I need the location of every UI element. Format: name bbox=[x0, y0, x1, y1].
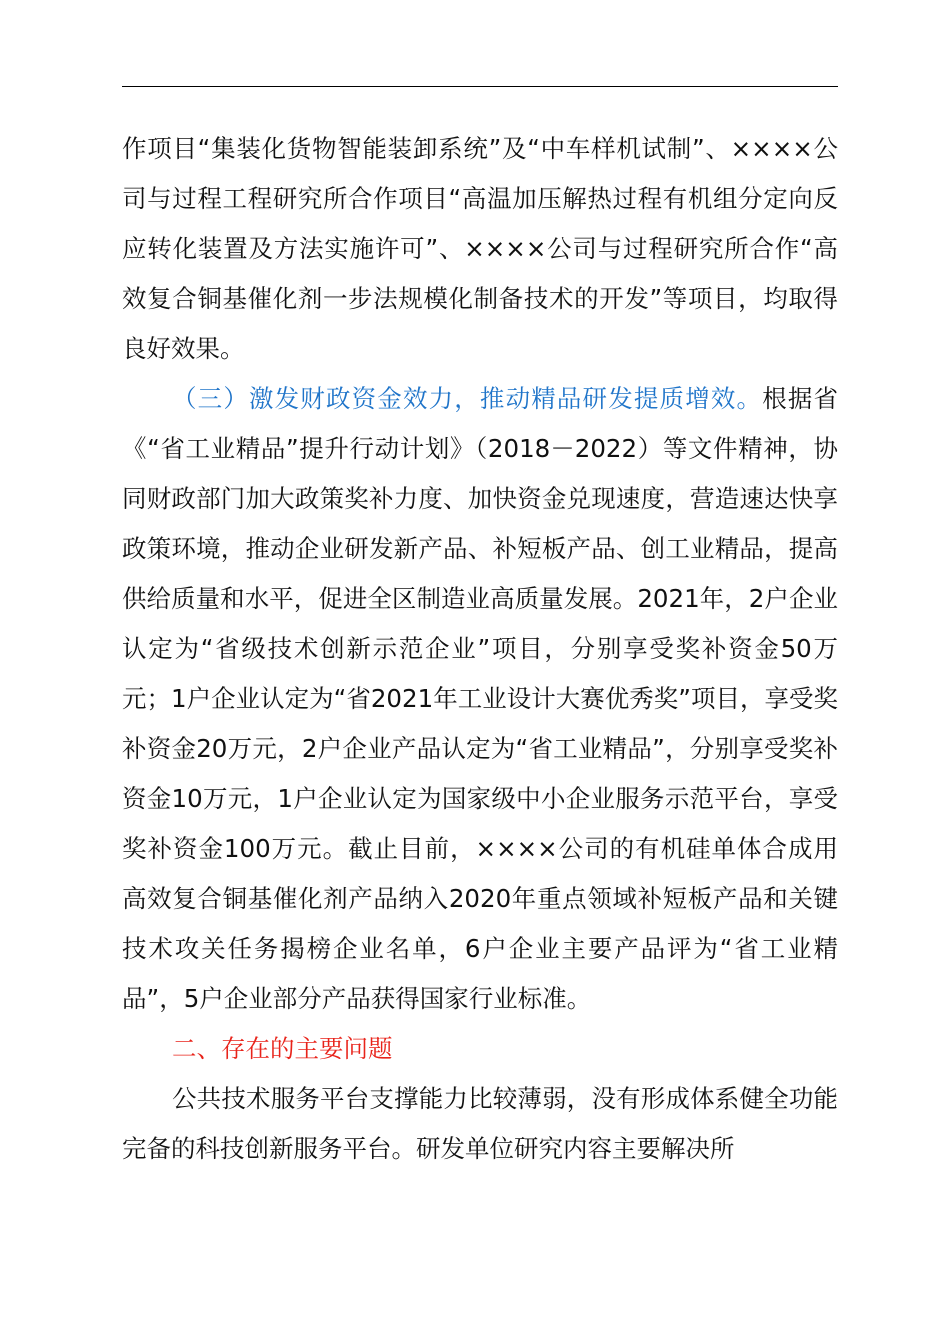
part-2-heading: 二、存在的主要问题 bbox=[172, 1034, 393, 1063]
section-3-paragraph bbox=[122, 374, 838, 1024]
continued-paragraph: 作项目“集装化货物智能装卸系统”及“中车样机试制”、××××公司与过程工程研究所合作项目“高温加压解热过程有机组分定向反应转化装置及方法实施许可”、××××公司与过程研究所合作“高效复合铜基催化剂一步法规模化制备技术的开发”等项目，均取得良好效果。 bbox=[122, 134, 838, 363]
part-2-paragraph: 公共技术服务平台支撑能力比较薄弱，没有形成体系健全功能完备的科技创新服务平台。研发单位研究内容主要解决所 bbox=[122, 1084, 838, 1163]
header-rule bbox=[122, 86, 838, 87]
document-body bbox=[122, 124, 838, 1174]
section-3-body: 根据省《“省工业精品”提升行动计划》（2018－2022）等文件精神，协同财政部门加大政策奖补力度、加快资金兑现速度，营造速达快享政策环境，推动企业研发新产品、补短板产品、创工业精品，提高供给质量和水平，促进全区制造业高质量发展。2021年，2户企业认定为“省级技术创新示范企业”项目，分别享受奖补资金50万元；1户企业认定为“省2021年工业设计大赛优秀奖”项目，享受奖补资金20万元，2户企业产品认定为“省工业精品”，分别享受奖补资金10万元，1户企业认定为国家级中小企业服务示范平台，享受奖补资金100万元。截止目前，××××公司的有机硅单体合成用高效复合铜基催化剂产品纳入2020年重点领域补短板产品和关键技术攻关任务揭榜企业名单，6户企业主要产品评为“省工业精品”，5户企业部分产品获得国家行业标准。 bbox=[122, 384, 839, 1013]
section-3-heading: （三）激发财政资金效力，推动精品研发提质增效。 bbox=[172, 384, 763, 413]
